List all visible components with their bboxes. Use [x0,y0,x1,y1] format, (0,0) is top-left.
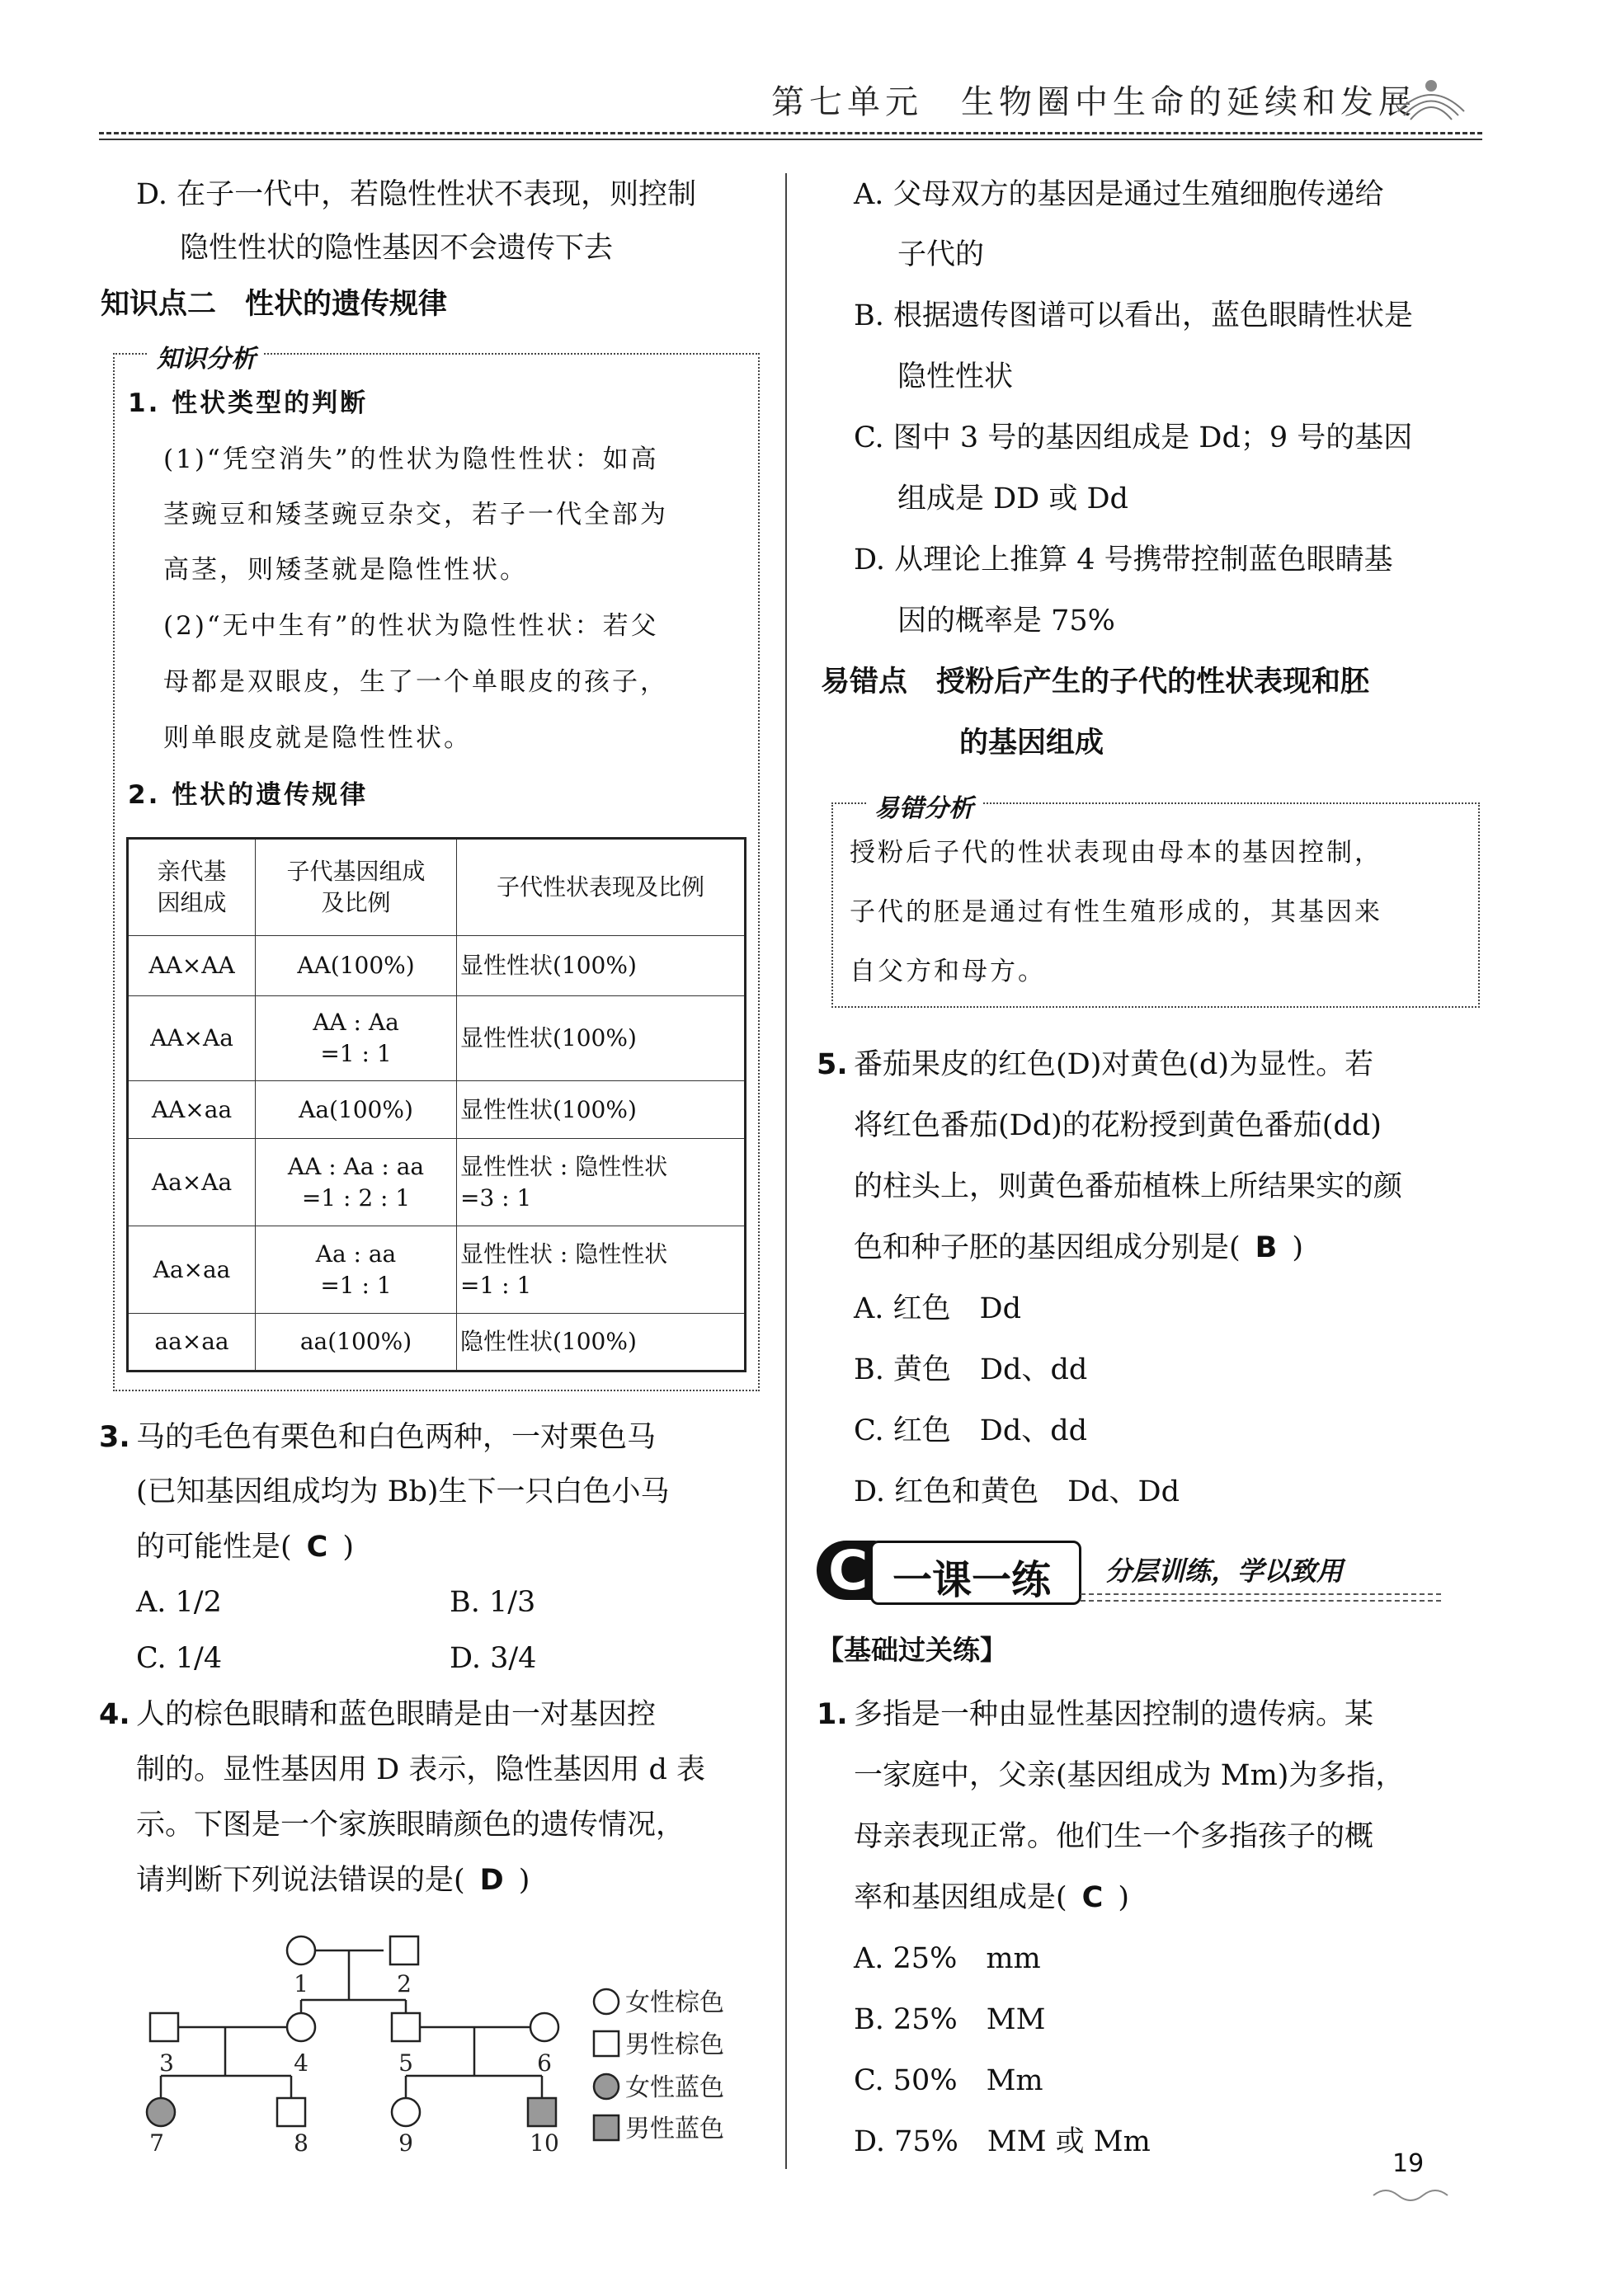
k1-b-line1: (2)“无中生有”的性状为隐性性状：若父 [163,611,659,641]
q3-option-b: B. 1/3 [450,1586,536,1619]
p1-option-a: A. 25% mm [854,1942,1041,1975]
p1-line1: 多指是一种由显性基因控制的遗传病。某 [854,1698,1374,1731]
q4-line1: 人的棕色眼睛和蓝色眼睛是由一对基因控 [136,1698,657,1731]
pedigree-person-1-female-brown [287,1936,315,1964]
unit-header-title: 第七单元 生物圈中生命的延续和发展 [771,83,1416,121]
table-cell: AA : Aa : aa =1 : 2 : 1 [256,1139,457,1226]
table-row [128,1139,746,1226]
pedigree-label: 5 [398,2049,413,2077]
pedigree-label: 3 [159,2049,174,2077]
q5-option-d: D. 红色和黄色 Dd、Dd [854,1475,1180,1508]
table-row [128,1226,746,1314]
error-analysis-line1: 授粉后子代的性状表现由母本的基因控制， [850,838,1382,868]
pedigree-person-3-male-brown [150,2013,178,2041]
q2-option-d-line1: D. 在子一代中，若隐性性状不表现，则控制 [136,178,697,211]
q3-answer: C [306,1531,328,1564]
header-rule-solid [99,139,1482,140]
q3-option-d: D. 3/4 [450,1642,537,1675]
legend-label: 男性棕色 [625,2030,724,2059]
section-banner: 一课一练 [870,1541,1081,1605]
pedigree-label: 7 [149,2129,164,2157]
q4-option-c-line2: 组成是 DD 或 Dd [897,482,1128,515]
table-cell: aa(100%) [256,1314,457,1371]
error-analysis-line3: 自父方和母方。 [850,957,1046,986]
q4-option-a-line2: 子代的 [897,238,985,271]
pedigree-person-5-male-brown [392,2013,420,2041]
error-analysis-line2: 子代的胚是通过有性生殖形成的，其基因来 [850,897,1382,927]
table-cell: 显性性状(100%) [457,996,746,1081]
table-row [128,1081,746,1139]
legend-label: 女性棕色 [625,1988,724,2017]
table-cell: 显性性状(100%) [457,1081,746,1139]
k2-title: 2. 性状的遗传规律 [128,780,369,810]
legend-female-blue-icon [594,2074,619,2099]
table-cell: Aa : aa =1 : 1 [256,1226,457,1314]
pedigree-label: 10 [530,2129,559,2157]
p1-answer: C [1081,1881,1104,1914]
pedigree-label: 2 [397,1970,412,1997]
q4-option-d-line2: 因的概率是 75% [897,605,1115,638]
banner-rule [1081,1593,1441,1595]
table-cell: aa×aa [128,1314,256,1371]
pedigree-person-10-male-blue [528,2098,556,2126]
pedigree-label: 8 [294,2129,308,2157]
pedigree-person-6-female-brown [530,2013,558,2041]
legend-male-blue-icon [594,2115,619,2140]
error-analysis-title: 易错分析 [866,788,982,824]
pedigree-person-9-female-brown [392,2098,420,2126]
table-cell: AA(100%) [256,936,457,996]
table-cell: 隐性性状(100%) [457,1314,746,1371]
p1-option-b: B. 25% MM [854,2003,1046,2036]
pedigree-label: 1 [294,1970,308,1997]
legend-female-brown-icon [594,1989,619,2014]
error-point-title-line1: 易错点 授粉后产生的子代的性状表现和胚 [821,666,1370,699]
p1-number: 1. [817,1698,848,1731]
table-cell: AA×Aa [128,996,256,1081]
p1-option-d: D. 75% MM 或 Mm [854,2125,1151,2158]
table-cell: AA : Aa =1 : 1 [256,996,457,1081]
q4-option-a-line1: A. 父母双方的基因是通过生殖细胞传递给 [854,178,1384,211]
table-header-cell: 子代基因组成 及比例 [256,839,457,936]
table-cell: Aa(100%) [256,1081,457,1139]
section-title-knowledge-2: 知识点二 性状的遗传规律 [101,288,448,321]
table-cell: 显性性状 : 隐性性状 =3 : 1 [457,1139,746,1226]
pedigree-person-4-female-brown [287,2013,315,2041]
inheritance-rules-table [126,837,746,1372]
q5-number: 5. [817,1048,848,1081]
k1-title: 1. 性状类型的判断 [128,388,369,418]
error-point-title-line2: 的基因组成 [959,727,1104,760]
q3-line2: (已知基因组成均为 Bb)生下一只白色小马 [136,1475,670,1508]
q5-option-c: C. 红色 Dd、dd [854,1414,1088,1447]
q5-line2: 将红色番茄(Dd)的花粉授到黄色番茄(dd) [854,1109,1382,1142]
pedigree-label: 4 [294,2049,308,2077]
legend-male-brown-icon [594,2031,619,2056]
q5-line1: 番茄果皮的红色(D)对黄色(d)为显性。若 [854,1048,1374,1081]
q4-number: 4. [99,1698,130,1731]
table-row [128,1314,746,1371]
q5-answer: B [1255,1231,1278,1264]
section-banner-subtitle: 分层训练，学以致用 [1105,1555,1344,1587]
legend-label: 男性蓝色 [625,2115,724,2143]
q4-answer: D [479,1864,504,1897]
table-header-cell: 子代性状表现及比例 [457,839,746,936]
pedigree-person-8-male-brown [277,2098,305,2126]
k1-b-line3: 则单眼皮就是隐性性状。 [163,723,472,753]
q4-line2: 制的。显性基因用 D 表示，隐性基因用 d 表 [136,1753,705,1786]
table-row [128,936,746,996]
table-header-row [128,839,746,936]
section-c-badge: C [817,1541,883,1600]
header-rule-dashed [99,132,1482,134]
k1-a-line2: 茎豌豆和矮茎豌豆杂交，若子一代全部为 [163,500,668,529]
q4-option-d-line1: D. 从理论上推算 4 号携带控制蓝色眼睛基 [854,543,1393,576]
p1-line2: 一家庭中，父亲(基因组成为 Mm)为多指， [854,1759,1405,1792]
q5-line4: 色和种子胚的基因组成分别是( B ) [854,1231,1303,1264]
q5-option-a: A. 红色 Dd [854,1292,1021,1325]
pedigree-label: 6 [537,2049,552,2077]
table-header-cell: 亲代基 因组成 [128,839,256,936]
p1-option-c: C. 50% Mm [854,2064,1043,2097]
table-cell: 显性性状 : 隐性性状 =1 : 1 [457,1226,746,1314]
q4-option-b-line1: B. 根据遗传图谱可以看出，蓝色眼睛性状是 [854,299,1413,332]
family-pedigree-diagram [132,1917,767,2165]
q2-option-d-line2: 隐性性状的隐性基因不会遗传下去 [180,232,614,265]
p1-line3: 母亲表现正常。他们生一个多指孩子的概 [854,1820,1374,1853]
table-cell: Aa×Aa [128,1139,256,1226]
practice-section-title: 【基础过关练】 [817,1634,1007,1666]
q4-option-b-line2: 隐性性状 [897,360,1014,393]
legend-label: 女性蓝色 [625,2073,724,2102]
k1-b-line2: 母都是双眼皮，生了一个单眼皮的孩子， [163,667,668,697]
pedigree-person-7-female-blue [147,2098,175,2126]
pedigree-person-2-male-brown [390,1936,418,1964]
q3-option-c: C. 1/4 [136,1642,223,1675]
q3-number: 3. [99,1421,130,1454]
q3-line3: 的可能性是( C ) [136,1531,354,1564]
knowledge-analysis-title: 知识分析 [148,338,264,374]
wave-ornament-icon [1394,74,1468,124]
table-cell: Aa×aa [128,1226,256,1314]
page-number: 19 [1392,2149,1425,2178]
p1-line4: 率和基因组成是( C ) [854,1881,1129,1914]
column-divider [785,173,787,2169]
q3-option-a: A. 1/2 [136,1586,222,1619]
k1-a-line3: 高茎，则矮茎就是隐性性状。 [163,555,528,585]
table-cell: AA×AA [128,936,256,996]
k1-a-line1: (1)“凭空消失”的性状为隐性性状：如高 [163,445,659,474]
footer-ornament-icon [1369,2185,1460,2205]
q4-line4: 请判断下列说法错误的是( D ) [136,1864,530,1897]
q4-line3: 示。下图是一个家族眼睛颜色的遗传情况， [136,1809,685,1842]
pedigree-label: 9 [398,2129,413,2157]
table-cell: 显性性状(100%) [457,936,746,996]
banner-rule [1081,1600,1441,1602]
q3-line1: 马的毛色有栗色和白色两种，一对栗色马 [136,1421,657,1454]
q5-line3: 的柱头上，则黄色番茄植株上所结果实的颜 [854,1170,1403,1203]
table-cell: AA×aa [128,1081,256,1139]
q4-option-c-line1: C. 图中 3 号的基因组成是 Dd；9 号的基因 [854,421,1413,454]
q5-option-b: B. 黄色 Dd、dd [854,1353,1088,1386]
table-row [128,996,746,1081]
